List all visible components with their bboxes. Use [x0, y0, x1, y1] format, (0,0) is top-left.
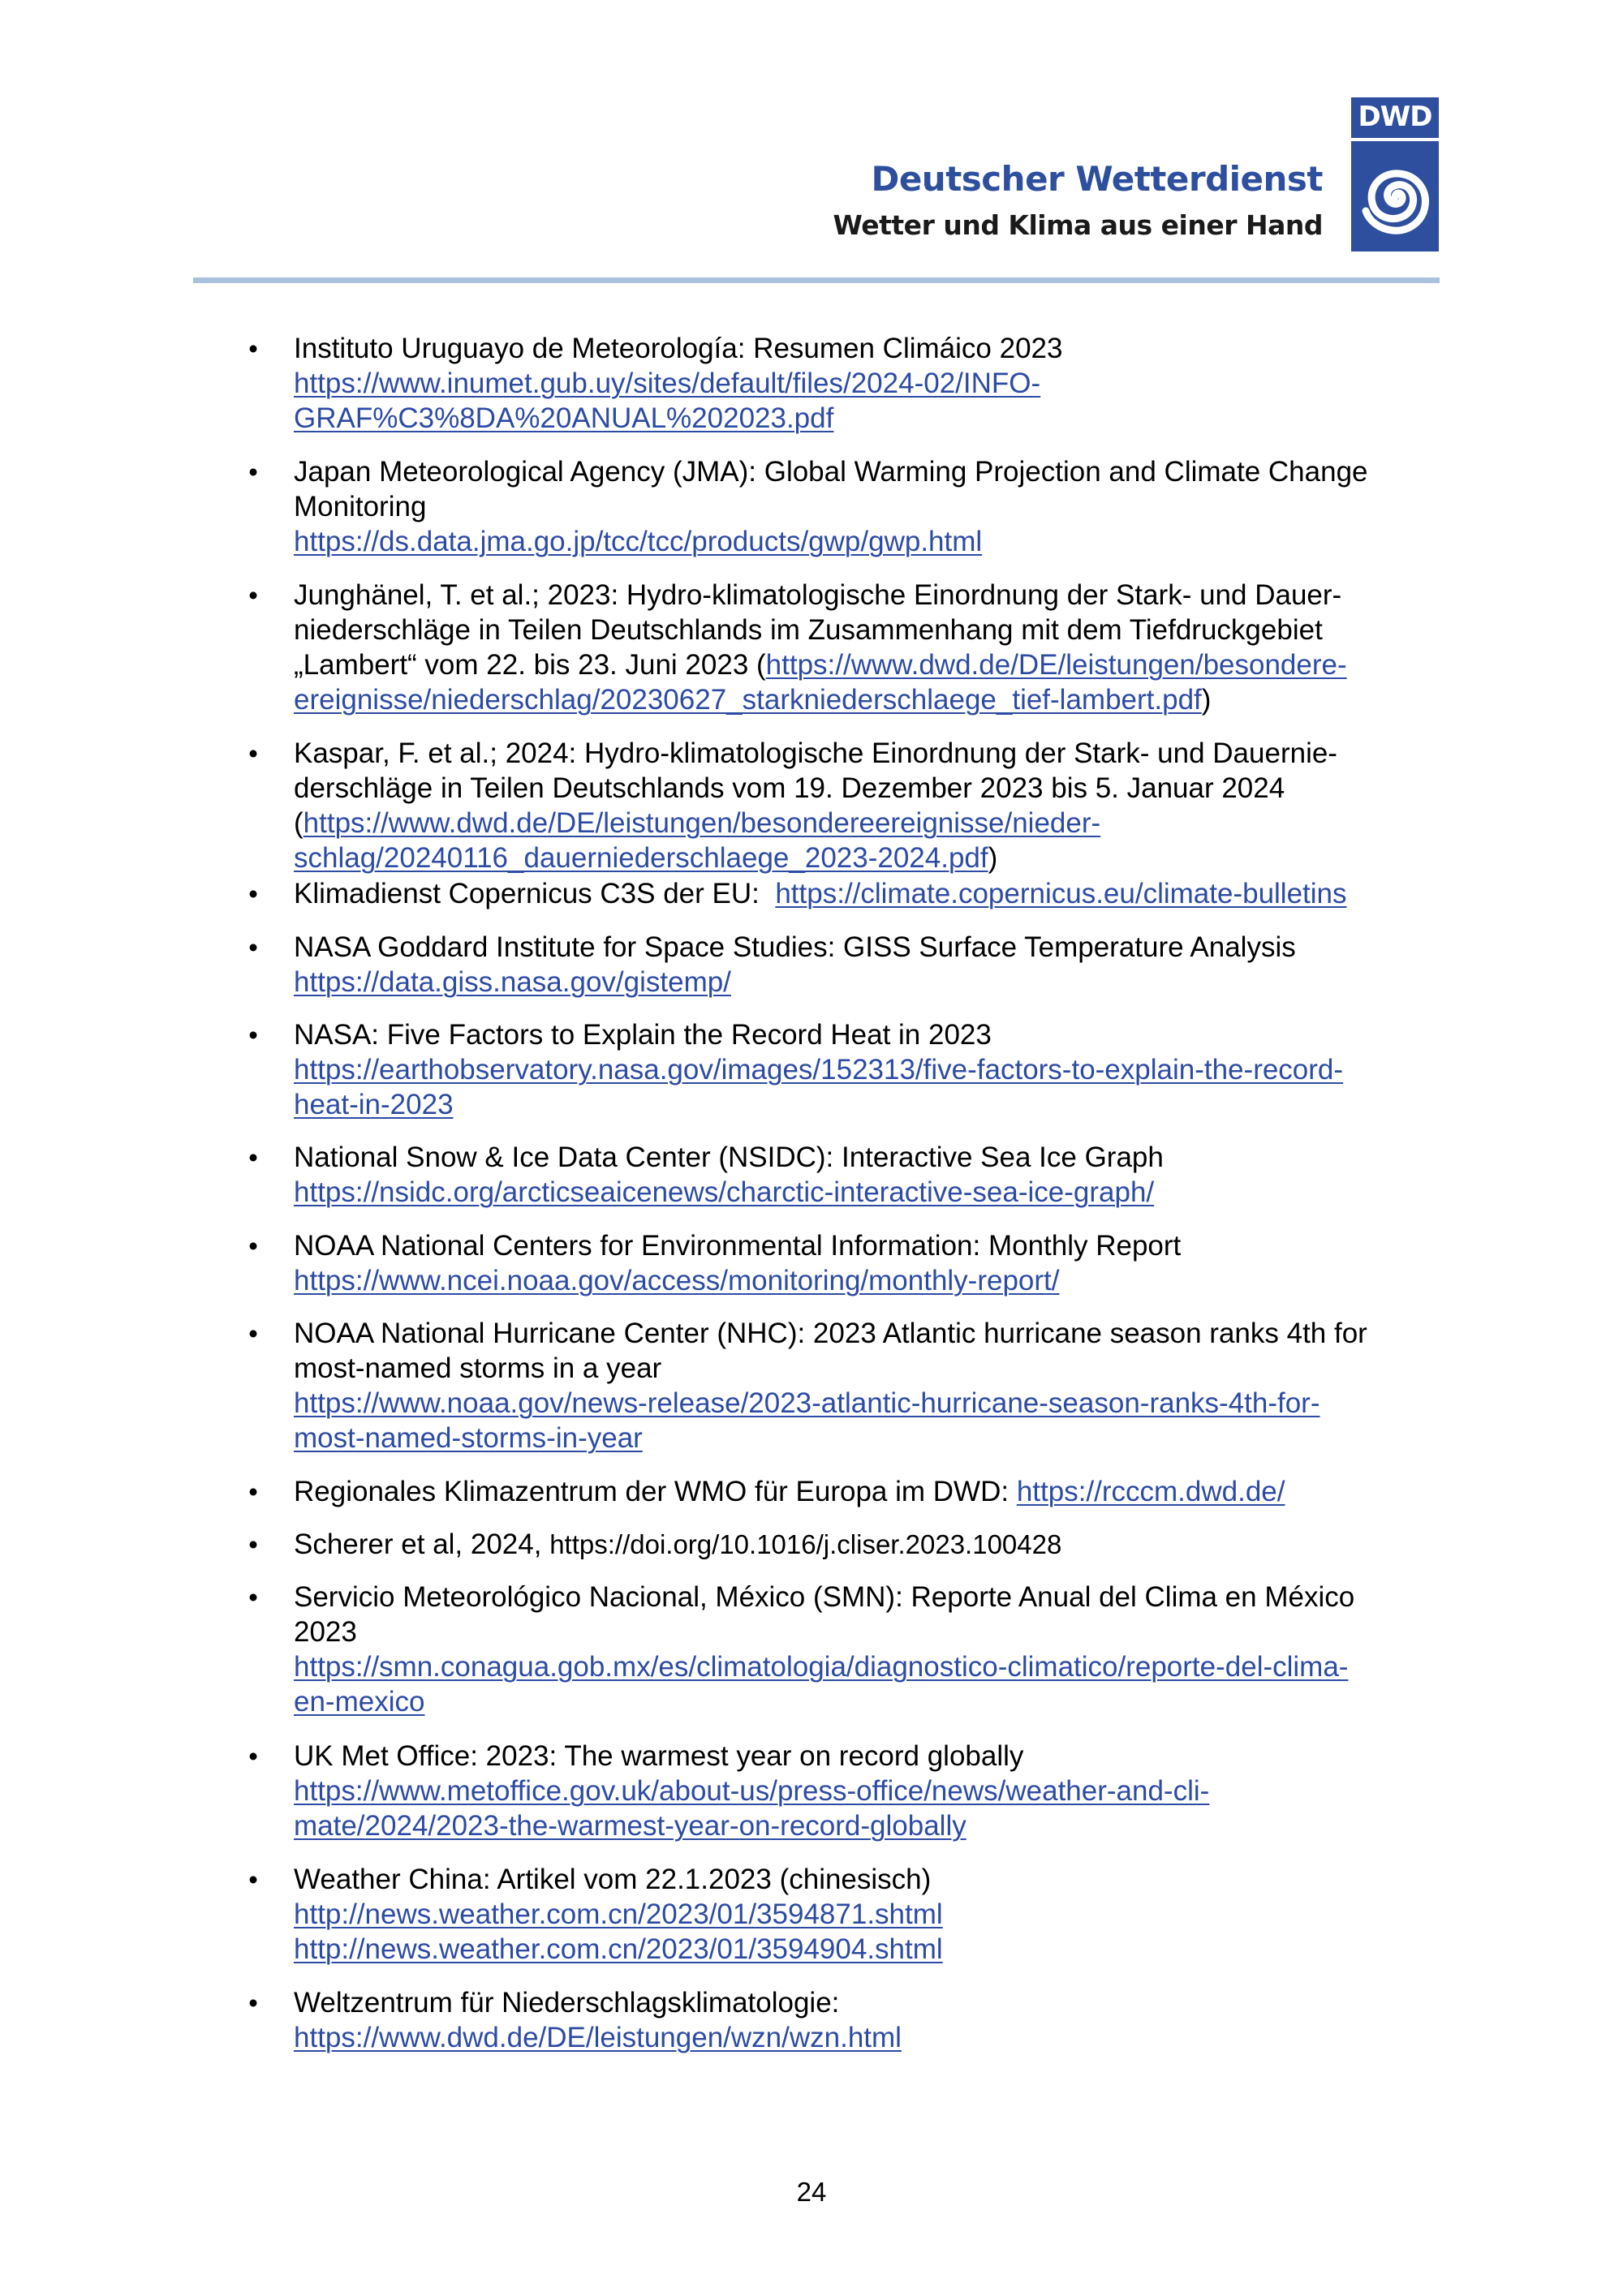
reference-title: Instituto Uruguayo de Meteorología: Resumen Climáico 2023: [294, 333, 1063, 364]
reference-link[interactable]: en-mexico: [294, 1686, 425, 1718]
logo-text: DWD: [1358, 101, 1432, 133]
reference-body: [294, 876, 1446, 911]
reference-link[interactable]: GRAF%C3%8DA%20ANUAL%202023.pdf: [294, 402, 834, 434]
reference-link[interactable]: https://www.inumet.gub.uy/sites/default/files/2024-02/INFO-: [294, 368, 1041, 399]
reference-body: [294, 578, 1446, 717]
reference-body: [294, 454, 1446, 559]
reference-link[interactable]: https://ds.data.jma.go.jp/tcc/tcc/products/gwp/gwp.html: [294, 526, 983, 557]
bullet: •: [248, 1529, 258, 1559]
bullet: •: [248, 932, 258, 962]
reference-text: ): [1201, 684, 1212, 716]
bullet: •: [248, 457, 258, 487]
reference-link[interactable]: ereignisse/niederschlag/20230627_starkniederschlaege_tief-lambert.pdf: [294, 684, 1202, 716]
page-number: 24: [796, 2177, 827, 2207]
brand-tagline: Wetter und Klima aus einer Hand: [833, 209, 1323, 241]
doi-text: https://doi.org/10.1016/j.cliser.2023.100428: [549, 1529, 1062, 1559]
bullet: •: [248, 1477, 258, 1507]
bullet: •: [248, 333, 258, 363]
reference-link[interactable]: https://www.noaa.gov/news-release/2023-atlantic-hurricane-season-ranks-4th-for-: [294, 1387, 1320, 1419]
reference-title: NOAA National Centers for Environmental Information: Monthly Report: [294, 1230, 1182, 1262]
swirl-icon: [1354, 148, 1436, 247]
bullet: •: [248, 1318, 258, 1348]
reference-title: Scherer et al, 2024,: [294, 1529, 550, 1560]
reference-title: Klimadienst Copernicus C3S der EU:: [294, 878, 776, 909]
reference-body: [294, 1580, 1446, 1719]
reference-body: [294, 736, 1446, 875]
reference-body: [294, 1985, 1446, 2055]
reference-title: most-named storms in a year: [294, 1352, 662, 1384]
reference-link[interactable]: mate/2024/2023-the-warmest-year-on-record-globally: [294, 1810, 966, 1842]
reference-link[interactable]: https://rcccm.dwd.de/: [1016, 1476, 1285, 1507]
reference-text: niederschläge in Teilen Deutschlands im Zusammenhang mit dem Tiefdruckgebiet: [294, 614, 1323, 646]
bullet: •: [248, 1142, 258, 1172]
reference-title: NOAA National Hurricane Center (NHC): 2023 Atlantic hurricane season ranks 4th for: [294, 1318, 1367, 1349]
logo-divider: [1351, 138, 1439, 141]
reference-title: 2023: [294, 1616, 357, 1648]
reference-body: [294, 1228, 1446, 1298]
reference-link[interactable]: most-named-storms-in-year: [294, 1422, 643, 1454]
bullet: •: [248, 879, 258, 909]
reference-link[interactable]: https://climate.copernicus.eu/climate-bulletins: [775, 878, 1347, 909]
reference-link[interactable]: https://www.dwd.de/DE/leistungen/besondereereignisse/nieder-: [303, 807, 1101, 839]
brand-name: Deutscher Wetterdienst: [871, 159, 1323, 199]
reference-link[interactable]: http://news.weather.com.cn/2023/01/3594871.shtml: [294, 1898, 943, 1930]
reference-body: [294, 1140, 1446, 1210]
reference-body: [294, 1474, 1446, 1509]
reference-link[interactable]: schlag/20240116_dauerniederschlaege_2023-2024.pdf: [294, 842, 988, 874]
reference-title: Servicio Meteorológico Nacional, México (SMN): Reporte Anual del Clima en México: [294, 1581, 1355, 1613]
reference-link[interactable]: https://www.dwd.de/DE/leistungen/wzn/wzn.html: [294, 2022, 902, 2053]
page-header: [0, 0, 1623, 292]
reference-title: Weltzentrum für Niederschlagsklimatologie:: [294, 1987, 840, 2019]
reference-link[interactable]: https://earthobservatory.nasa.gov/images/152313/five-factors-to-explain-the-record-: [294, 1054, 1344, 1086]
reference-body: [294, 1316, 1446, 1455]
reference-text: derschläge in Teilen Deutschlands vom 19. Dezember 2023 bis 5. Januar 2024: [294, 772, 1285, 804]
reference-title: Monitoring: [294, 491, 427, 522]
reference-title: NASA: Five Factors to Explain the Record Heat in 2023: [294, 1019, 992, 1051]
dwd-logo: [1351, 97, 1439, 252]
reference-body: [294, 331, 1446, 436]
reference-link[interactable]: https://data.giss.nasa.gov/gistemp/: [294, 966, 731, 998]
reference-title: Weather China: Artikel vom 22.1.2023 (chinesisch): [294, 1864, 932, 1895]
bullet: •: [248, 580, 258, 610]
reference-link[interactable]: http://news.weather.com.cn/2023/01/3594904.shtml: [294, 1933, 943, 1965]
reference-link[interactable]: https://www.dwd.de/DE/leistungen/besondere-: [765, 649, 1347, 681]
bullet: •: [248, 738, 258, 768]
reference-title: Japan Meteorological Agency (JMA): Global Warming Projection and Climate Change: [294, 456, 1368, 488]
reference-link[interactable]: https://www.ncei.noaa.gov/access/monitoring/monthly-report/: [294, 1265, 1060, 1296]
bullet: •: [248, 1741, 258, 1771]
reference-link[interactable]: https://smn.conagua.gob.mx/es/climatologia/diagnostico-climatico/reporte-del-clima-: [294, 1651, 1349, 1683]
bullet: •: [248, 1864, 258, 1894]
reference-title: National Snow & Ice Data Center (NSIDC): Interactive Sea Ice Graph: [294, 1142, 1164, 1173]
reference-body: [294, 1527, 1446, 1562]
header-divider: [193, 277, 1440, 283]
reference-text: Junghänel, T. et al.; 2023: Hydro-klimatologische Einordnung der Stark- und Dauer-: [294, 579, 1342, 611]
reference-title: NASA Goddard Institute for Space Studies: GISS Surface Temperature Analysis: [294, 931, 1296, 963]
bullet: •: [248, 1582, 258, 1612]
reference-title: Regionales Klimazentrum der WMO für Europa im DWD:: [294, 1476, 1017, 1507]
reference-body: [294, 930, 1446, 1000]
bullet: •: [248, 1231, 258, 1261]
reference-body: [294, 1739, 1446, 1843]
bullet: •: [248, 1020, 258, 1050]
reference-link[interactable]: https://www.metoffice.gov.uk/about-us/press-office/news/weather-and-cli-: [294, 1775, 1210, 1807]
reference-text: Kaspar, F. et al.; 2024: Hydro-klimatologische Einordnung der Stark- und Dauernie-: [294, 737, 1337, 769]
reference-text: (: [294, 807, 304, 839]
reference-text: „Lambert“ vom 22. bis 23. Juni 2023 (: [294, 649, 766, 681]
reference-link[interactable]: https://nsidc.org/arcticseaicenews/charctic-interactive-sea-ice-graph/: [294, 1176, 1155, 1208]
reference-link[interactable]: heat-in-2023: [294, 1089, 454, 1120]
reference-body: [294, 1017, 1446, 1122]
reference-text: ): [988, 842, 998, 874]
reference-title: UK Met Office: 2023: The warmest year on record globally: [294, 1740, 1024, 1772]
bullet: •: [248, 1988, 258, 2018]
reference-body: [294, 1862, 1446, 1967]
